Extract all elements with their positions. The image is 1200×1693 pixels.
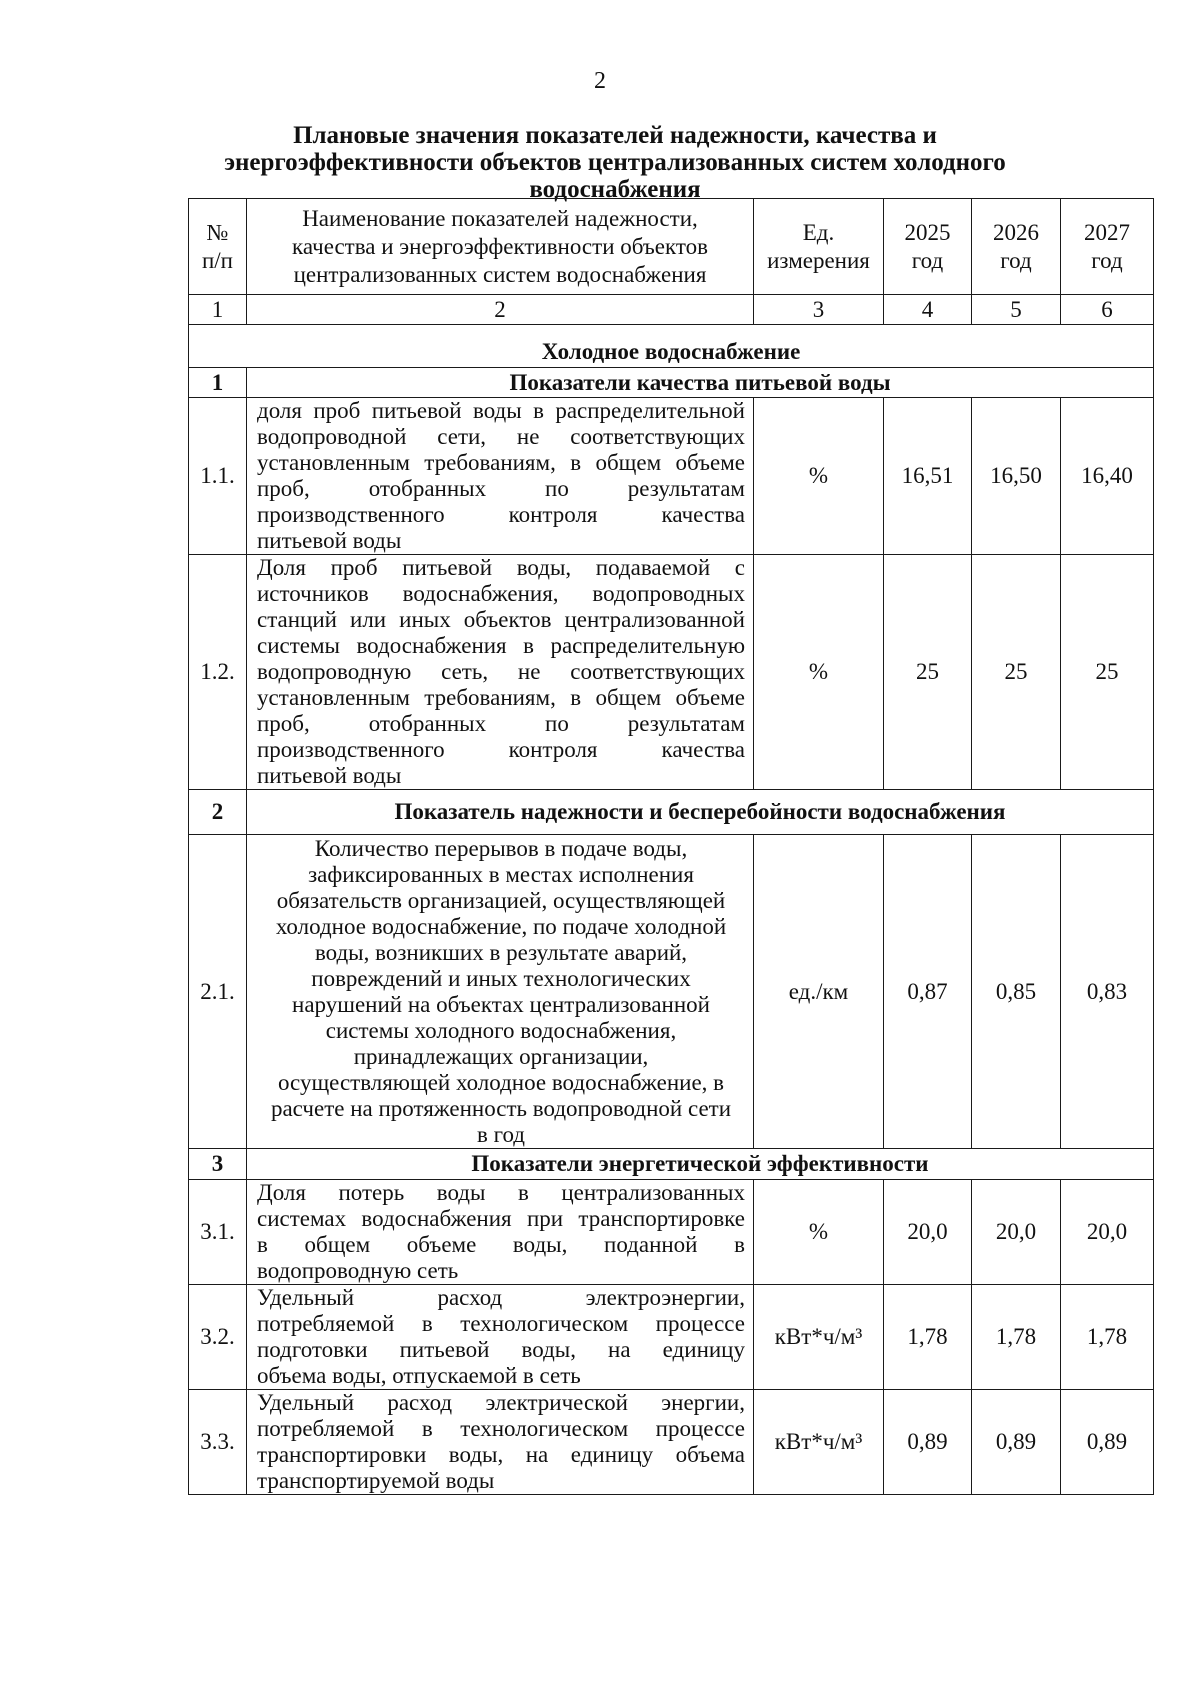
indicator-name-line: в общем объеме воды, поданной в bbox=[257, 1232, 745, 1257]
column-number: 2 bbox=[247, 295, 754, 325]
header-2026 bbox=[972, 199, 1061, 295]
indicator-name bbox=[247, 1180, 754, 1285]
unit-cell: % bbox=[754, 1180, 884, 1285]
page-number: 2 bbox=[594, 68, 606, 94]
header-text: год bbox=[1000, 247, 1032, 273]
indicator-name-line: Количество перерывов в подаче воды, bbox=[314, 835, 688, 861]
section-title: Показатель надежности и бесперебойности водоснабжения bbox=[247, 790, 1154, 835]
indicator-name-line: питьевой воды bbox=[257, 528, 402, 553]
indicator-row bbox=[189, 1285, 1154, 1390]
indicator-name-line: водопроводную сеть, не соответствующих bbox=[257, 659, 745, 684]
header-text: централизованных систем водоснабжения bbox=[293, 261, 707, 287]
section-number: 1 bbox=[189, 368, 247, 398]
indicator-row bbox=[189, 835, 1154, 1149]
indicator-name-line: воды, возникших в результате аварий, bbox=[314, 939, 688, 965]
indicator-row bbox=[189, 1180, 1154, 1285]
header-text: № bbox=[206, 219, 229, 245]
unit-cell: кВт*ч/м³ bbox=[754, 1390, 884, 1495]
header-text: 2025 bbox=[904, 219, 951, 245]
indicator-row bbox=[189, 555, 1154, 790]
indicator-name-line: проб, отобранных по результатам bbox=[257, 711, 745, 736]
header-text: год bbox=[1091, 247, 1123, 273]
column-number-row bbox=[189, 295, 1154, 325]
row-number: 2.1. bbox=[189, 835, 247, 1149]
value-2025: 1,78 bbox=[884, 1285, 972, 1390]
indicator-name-line: в год bbox=[476, 1121, 525, 1147]
indicator-name-line: повреждений и иных технологических bbox=[311, 965, 691, 991]
indicator-name-line: производственного контроля качества bbox=[257, 502, 745, 527]
value-2027: 16,40 bbox=[1061, 398, 1154, 555]
header-text: п/п bbox=[201, 247, 233, 273]
indicator-name-line: принадлежащих организации, bbox=[353, 1043, 649, 1069]
value-2026: 20,0 bbox=[972, 1180, 1061, 1285]
value-2025: 0,87 bbox=[884, 835, 972, 1149]
unit-cell: ед./км bbox=[754, 835, 884, 1149]
unit-cell: % bbox=[754, 555, 884, 790]
page-title bbox=[180, 122, 1050, 203]
value-2026: 0,85 bbox=[972, 835, 1061, 1149]
group-title: Холодное водоснабжение bbox=[189, 325, 1154, 368]
row-number: 3.3. bbox=[189, 1390, 247, 1495]
value-2025: 20,0 bbox=[884, 1180, 972, 1285]
section-row bbox=[189, 1149, 1154, 1180]
indicator-row bbox=[189, 398, 1154, 555]
value-2027: 1,78 bbox=[1061, 1285, 1154, 1390]
header-unit bbox=[754, 199, 884, 295]
indicator-name-line: водопроводной сети, не соответствующих bbox=[257, 424, 745, 449]
section-title: Показатели энергетической эффективности bbox=[247, 1149, 1154, 1180]
value-2026: 1,78 bbox=[972, 1285, 1061, 1390]
header-2025 bbox=[884, 199, 972, 295]
header-text: измерения bbox=[767, 247, 870, 273]
indicator-name-line: системы водоснабжения в распределительную bbox=[257, 633, 745, 658]
header-num bbox=[189, 199, 247, 295]
indicator-name-line: Доля проб питьевой воды, подаваемой с bbox=[257, 555, 745, 580]
value-2026: 0,89 bbox=[972, 1390, 1061, 1495]
indicator-name-line: расчете на протяженность водопроводной сети bbox=[270, 1095, 732, 1121]
title-line: Плановые значения показателей надежности, качества и bbox=[293, 122, 937, 149]
unit-cell: % bbox=[754, 398, 884, 555]
indicator-name bbox=[247, 398, 754, 555]
indicator-name-line: водопроводную сеть bbox=[257, 1258, 459, 1283]
indicator-name-line: питьевой воды bbox=[257, 763, 402, 788]
header-name bbox=[247, 199, 754, 295]
indicator-name-line: объема воды, отпускаемой в сеть bbox=[257, 1363, 581, 1388]
indicator-name-line: потребляемой в технологическом процессе bbox=[257, 1311, 745, 1336]
header-text: качества и энергоэффективности объектов bbox=[292, 233, 708, 259]
indicator-name bbox=[247, 1390, 754, 1495]
indicator-name-line: зафиксированных в местах исполнения bbox=[308, 861, 694, 887]
section-row bbox=[189, 368, 1154, 398]
group-title-row bbox=[189, 325, 1154, 368]
section-number: 2 bbox=[189, 790, 247, 835]
column-number: 4 bbox=[884, 295, 972, 325]
indicator-name-line: холодное водоснабжение, по подаче холодной bbox=[275, 913, 727, 939]
column-number: 6 bbox=[1061, 295, 1154, 325]
indicator-name-line: подготовки питьевой воды, на единицу bbox=[257, 1337, 745, 1362]
indicator-name-line: осуществляющей холодное водоснабжение, в bbox=[277, 1069, 725, 1095]
header-text: 2026 bbox=[993, 219, 1039, 245]
header-text: 2027 bbox=[1084, 219, 1130, 245]
column-number: 5 bbox=[972, 295, 1061, 325]
value-2027: 20,0 bbox=[1061, 1180, 1154, 1285]
indicator-name-line: производственного контроля качества bbox=[257, 737, 745, 762]
header-text: Ед. bbox=[802, 219, 835, 245]
value-2027: 0,83 bbox=[1061, 835, 1154, 1149]
column-number: 3 bbox=[754, 295, 884, 325]
column-number: 1 bbox=[189, 295, 247, 325]
indicator-row bbox=[189, 1390, 1154, 1495]
indicator-name-line: транспортируемой воды bbox=[257, 1468, 495, 1493]
header-text: Наименование показателей надежности, bbox=[302, 205, 698, 231]
row-number: 3.2. bbox=[189, 1285, 247, 1390]
indicator-name bbox=[247, 555, 754, 790]
indicator-name-line: системы холодного водоснабжения, bbox=[325, 1017, 677, 1043]
value-2026: 16,50 bbox=[972, 398, 1061, 555]
unit-cell: кВт*ч/м³ bbox=[754, 1285, 884, 1390]
title-line: водоснабжения bbox=[529, 176, 701, 203]
value-2025: 25 bbox=[884, 555, 972, 790]
indicator-name-line: станций или иных объектов централизованной bbox=[257, 607, 745, 632]
value-2027: 0,89 bbox=[1061, 1390, 1154, 1495]
indicator-name bbox=[247, 1285, 754, 1390]
section-number: 3 bbox=[189, 1149, 247, 1180]
indicator-name-line: нарушений на объектах централизованной bbox=[292, 991, 710, 1017]
header-row bbox=[189, 199, 1154, 295]
section-title: Показатели качества питьевой воды bbox=[247, 368, 1154, 398]
indicator-name-line: доля проб питьевой воды в распределительной bbox=[257, 398, 745, 423]
indicator-name-line: системах водоснабжения при транспортировке bbox=[257, 1206, 745, 1231]
indicator-name-line: обязательств организацией, осуществляющей bbox=[276, 887, 726, 913]
value-2026: 25 bbox=[972, 555, 1061, 790]
indicator-name-line: установленным требованиям, в общем объеме bbox=[257, 685, 745, 710]
indicator-name-line: Доля потерь воды в централизованных bbox=[257, 1180, 745, 1205]
value-2025: 16,51 bbox=[884, 398, 972, 555]
indicator-name bbox=[247, 835, 754, 1149]
value-2025: 0,89 bbox=[884, 1390, 972, 1495]
indicator-name-line: Удельный расход электрической энергии, bbox=[257, 1390, 745, 1415]
row-number: 1.2. bbox=[189, 555, 247, 790]
row-number: 3.1. bbox=[189, 1180, 247, 1285]
indicator-name-line: проб, отобранных по результатам bbox=[257, 476, 745, 501]
indicator-name-line: Удельный расход электроэнергии, bbox=[257, 1285, 745, 1310]
indicator-name-line: транспортировки воды, на единицу объема bbox=[257, 1442, 745, 1467]
indicators-table bbox=[188, 198, 1154, 1495]
header-text: год bbox=[911, 247, 944, 273]
title-line: энергоэффективности объектов централизованных систем холодного bbox=[224, 149, 1006, 176]
indicator-name-line: потребляемой в технологическом процессе bbox=[257, 1416, 745, 1441]
indicator-name-line: источников водоснабжения, водопроводных bbox=[257, 581, 745, 606]
header-2027 bbox=[1061, 199, 1154, 295]
value-2027: 25 bbox=[1061, 555, 1154, 790]
section-row bbox=[189, 790, 1154, 835]
row-number: 1.1. bbox=[189, 398, 247, 555]
indicator-name-line: установленным требованиям, в общем объеме bbox=[257, 450, 745, 475]
